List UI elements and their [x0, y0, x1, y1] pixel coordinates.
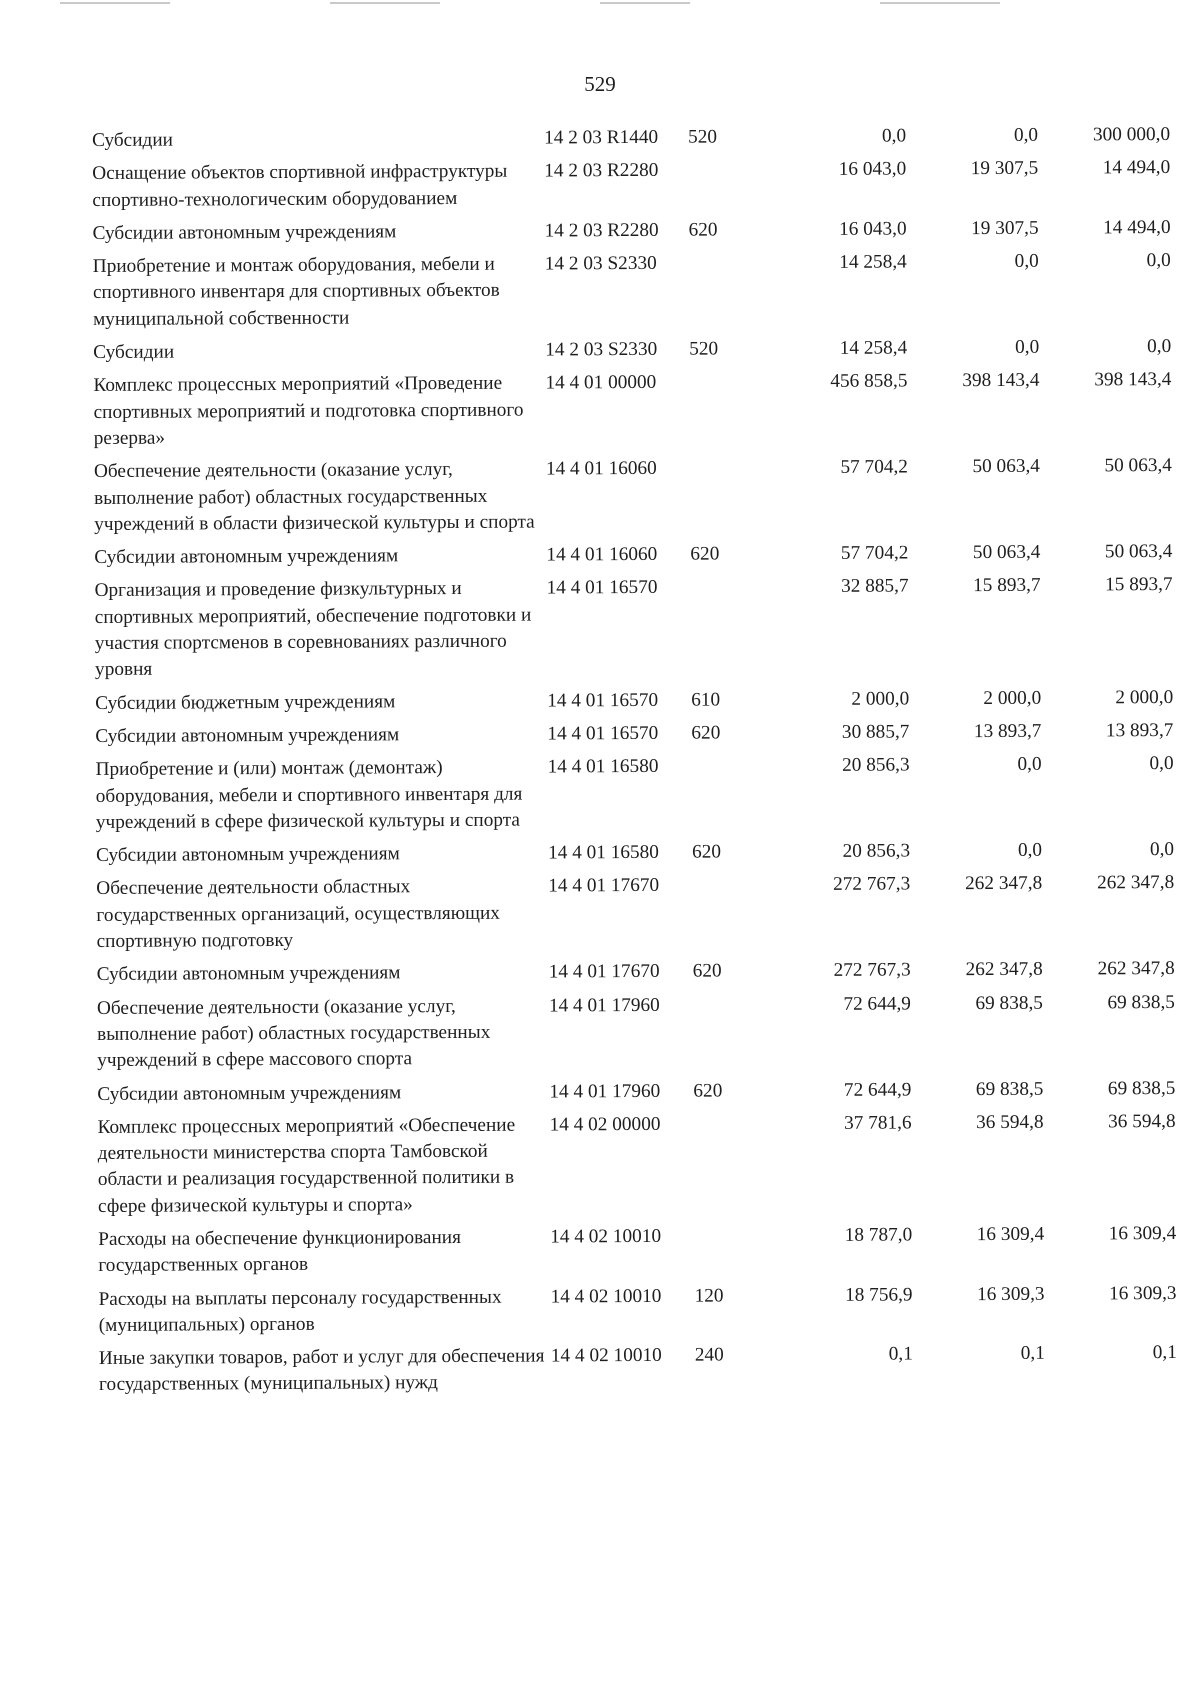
- scan-artifact: [880, 2, 1000, 4]
- amount-year-1: 16 043,0: [839, 218, 907, 240]
- target-article-code: 14 2 03 R2280: [544, 219, 659, 242]
- amount-year-3: 0,0: [1149, 839, 1175, 861]
- target-article-code: 14 4 01 16580: [547, 756, 659, 778]
- amount-year-1: 72 644,9: [843, 1078, 912, 1101]
- expense-type-code: [688, 158, 744, 218]
- budget-table: [92, 122, 1177, 1406]
- expense-type-code: [690, 456, 746, 542]
- amount-year-2: 0,0: [1017, 839, 1043, 861]
- amount-year-1: 14 258,4: [839, 337, 908, 359]
- amount-year-2: 2 000,0: [983, 687, 1042, 709]
- expense-type-code: [692, 873, 748, 959]
- amount-year-3: 262 347,8: [1097, 958, 1175, 980]
- expense-type-code: 620: [688, 219, 718, 241]
- amount-year-3: 398 143,4: [1094, 369, 1172, 391]
- expense-type-code: [689, 251, 745, 337]
- row-name: Обеспечение деятельности областных государственных организаций, осуществляющих спортивную подготовку: [96, 876, 500, 953]
- amount-year-3: 16 309,4: [1108, 1222, 1177, 1245]
- amount-year-2: 50 063,4: [972, 541, 1041, 564]
- amount-year-1: 57 704,2: [840, 542, 909, 564]
- amount-year-3: 14 494,0: [1102, 157, 1171, 179]
- expense-type-code: [693, 992, 749, 1078]
- amount-year-3: 50 063,4: [1104, 541, 1173, 563]
- expense-type-code: 620: [691, 841, 722, 863]
- target-article-code: 14 4 01 16060: [546, 544, 658, 566]
- row-name: Комплекс процессных мероприятий «Обеспечение деятельности министерства спорта Тамбовской области и реализация государственной политики в сфере физической культуры и спорта»: [97, 1114, 516, 1217]
- amount-year-3: 36 594,8: [1108, 1110, 1176, 1133]
- target-article-code: 14 4 01 17670: [548, 875, 660, 897]
- scan-artifact: [330, 2, 440, 4]
- amount-year-2: 0,0: [1017, 753, 1042, 776]
- amount-year-3: 14 494,0: [1103, 216, 1171, 239]
- target-article-code: 14 4 02 10010: [550, 1285, 662, 1308]
- table-row: [98, 1281, 1176, 1347]
- row-name: Субсидии автономным учреждениям: [94, 545, 399, 569]
- table-body: [92, 122, 1177, 1406]
- target-article-code: 14 4 01 17670: [548, 961, 660, 983]
- amount-year-2: 13 893,7: [973, 720, 1042, 743]
- expense-type-code: 620: [693, 1079, 723, 1102]
- target-article-code: 14 2 03 R1440: [544, 126, 659, 149]
- expense-type-code: 610: [691, 689, 721, 711]
- amount-year-1: 32 885,7: [841, 575, 909, 598]
- amount-year-1: 272 767,3: [833, 873, 911, 896]
- amount-year-1: 72 644,9: [843, 993, 911, 1015]
- target-article-code: 14 4 01 16060: [545, 458, 657, 480]
- expense-type-code: [692, 754, 748, 840]
- amount-year-3: 262 347,8: [1097, 872, 1175, 894]
- amount-year-2: 69 838,5: [975, 992, 1043, 1014]
- amount-year-3: 15 893,7: [1105, 574, 1173, 596]
- amount-year-2: 16 309,4: [976, 1223, 1045, 1246]
- expense-type-code: 520: [689, 338, 719, 360]
- table-row: [99, 1340, 1177, 1406]
- amount-year-1: 18 756,9: [844, 1284, 913, 1306]
- table-row: [93, 248, 1171, 340]
- scan-artifact: [600, 2, 690, 4]
- row-name: Субсидии бюджетным учреждениям: [95, 690, 396, 714]
- table-row: [98, 1221, 1176, 1287]
- table-row: [96, 751, 1174, 843]
- expense-type-code: [691, 575, 748, 687]
- row-name: Субсидии: [92, 129, 174, 151]
- amount-year-1: 272 767,3: [833, 959, 911, 982]
- amount-year-1: 14 258,4: [839, 251, 907, 274]
- amount-year-1: 0,1: [888, 1343, 913, 1365]
- amount-year-2: 16 309,3: [976, 1283, 1045, 1305]
- row-name: Субсидии автономным учреждениям: [95, 724, 400, 747]
- row-name: Обеспечение деятельности (оказание услуг, выполнение работ) областных государственных учреждений в области физической культуры и спорта: [93, 459, 535, 535]
- row-name: Расходы на обеспечение функционирования государственных органов: [98, 1226, 462, 1277]
- row-name: Приобретение и (или) монтаж (демонтаж) оборудования, мебели и спортивного инвентаря для учреждений в сфере физической культуры и спорта: [95, 757, 523, 833]
- amount-year-3: 69 838,5: [1107, 991, 1175, 1013]
- amount-year-1: 0,0: [881, 125, 907, 147]
- amount-year-1: 30 885,7: [841, 721, 910, 743]
- row-name: Организация и проведение физкультурных и спортивных мероприятий, обеспечение подготовки и участия спортсменов в соревнованиях различного уровня: [94, 578, 532, 681]
- row-name: Комплекс процессных мероприятий «Проведение спортивных мероприятий и подготовка спортивного резерва»: [93, 373, 524, 449]
- expense-type-code: 620: [691, 722, 721, 744]
- expense-type-code: [694, 1111, 751, 1223]
- target-article-code: 14 4 01 16570: [547, 722, 659, 745]
- amount-year-2: 0,1: [1020, 1342, 1045, 1365]
- amount-year-3: 0,1: [1152, 1342, 1177, 1364]
- target-article-code: 14 4 01 16570: [546, 577, 658, 599]
- amount-year-3: 0,0: [1146, 250, 1171, 272]
- row-name: Оснащение объектов спортивной инфраструктуры спортивно-технологическим оборудованием: [92, 160, 508, 211]
- amount-year-1: 57 704,2: [840, 456, 908, 479]
- row-name: Приобретение и монтаж оборудования, мебели и спортивного инвентаря для спортивных объектов муниципальной собственности: [92, 253, 500, 330]
- amount-year-2: 0,0: [1015, 336, 1040, 358]
- table-row: [97, 990, 1175, 1082]
- amount-year-2: 262 347,8: [965, 959, 1043, 981]
- expense-type-code: [694, 1223, 750, 1283]
- amount-year-3: 2 000,0: [1115, 686, 1174, 708]
- scan-artifact: [60, 2, 170, 4]
- amount-year-1: 20 856,3: [842, 840, 911, 862]
- target-article-code: 14 4 01 16580: [547, 841, 659, 864]
- amount-year-2: 262 347,8: [965, 873, 1043, 895]
- amount-year-1: 37 781,6: [844, 1112, 912, 1134]
- amount-year-1: 18 787,0: [844, 1224, 913, 1246]
- page-number: 529: [584, 72, 616, 96]
- amount-year-3: 69 838,5: [1107, 1077, 1176, 1099]
- target-article-code: 14 4 02 00000: [549, 1113, 661, 1136]
- expense-type-code: 520: [688, 126, 718, 148]
- amount-year-1: 2 000,0: [851, 688, 910, 710]
- amount-year-2: 0,0: [1014, 250, 1039, 273]
- target-article-code: 14 2 03 S2330: [545, 338, 658, 361]
- amount-year-3: 50 063,4: [1104, 455, 1172, 477]
- expense-type-code: 120: [694, 1285, 724, 1307]
- row-name: Субсидии автономным учреждениям: [96, 962, 401, 986]
- table-row: [98, 1109, 1177, 1227]
- row-name: Субсидии автономным учреждениям: [97, 1081, 402, 1105]
- target-article-code: 14 2 03 R2280: [544, 160, 659, 182]
- amount-year-2: 15 893,7: [973, 575, 1041, 597]
- table-row: [94, 453, 1172, 545]
- row-name: Субсидии автономным учреждениям: [96, 843, 400, 867]
- amount-year-2: 50 063,4: [972, 455, 1040, 478]
- target-article-code: 14 4 01 16570: [547, 689, 659, 712]
- row-name: Иные закупки товаров, работ и услуг для обеспечения государственных (муниципальных) нужд: [98, 1345, 545, 1396]
- target-article-code: 14 4 02 10010: [550, 1345, 662, 1367]
- row-name: Субсидии автономным учреждениям: [92, 221, 397, 244]
- amount-year-2: 19 307,5: [971, 217, 1039, 239]
- row-name: Субсидии: [93, 341, 175, 364]
- amount-year-2: 19 307,5: [970, 158, 1039, 180]
- amount-year-2: 0,0: [1013, 124, 1039, 146]
- expense-type-code: 620: [692, 960, 722, 982]
- amount-year-1: 20 856,3: [842, 754, 910, 777]
- target-article-code: 14 4 01 00000: [545, 372, 657, 394]
- amount-year-2: 398 143,4: [962, 370, 1040, 392]
- amount-year-3: 13 893,7: [1105, 719, 1174, 742]
- row-name: Расходы на выплаты персоналу государственных (муниципальных) органов: [98, 1286, 502, 1336]
- target-article-code: 14 4 02 10010: [550, 1225, 662, 1248]
- amount-year-1: 456 858,5: [830, 370, 908, 393]
- amount-year-1: 16 043,0: [838, 158, 907, 181]
- row-name: Обеспечение деятельности (оказание услуг, выполнение работ) областных государственных учреждений в сфере массового спорта: [96, 995, 491, 1072]
- amount-year-3: 0,0: [1147, 336, 1172, 358]
- table-row: [96, 870, 1174, 962]
- amount-year-3: 300 000,0: [1092, 123, 1171, 146]
- table-row: [93, 367, 1171, 459]
- amount-year-2: 69 838,5: [975, 1078, 1044, 1100]
- table-row: [95, 572, 1174, 690]
- amount-year-2: 36 594,8: [976, 1111, 1044, 1133]
- target-article-code: 14 4 01 17960: [549, 1080, 661, 1102]
- expense-type-code: 240: [694, 1344, 724, 1366]
- amount-year-3: 16 309,3: [1108, 1282, 1177, 1304]
- expense-type-code: [689, 370, 745, 456]
- table-row: [92, 155, 1170, 221]
- target-article-code: 14 2 03 S2330: [544, 253, 657, 275]
- expense-type-code: 620: [690, 543, 720, 565]
- amount-year-3: 0,0: [1149, 753, 1174, 775]
- target-article-code: 14 4 01 17960: [548, 994, 660, 1017]
